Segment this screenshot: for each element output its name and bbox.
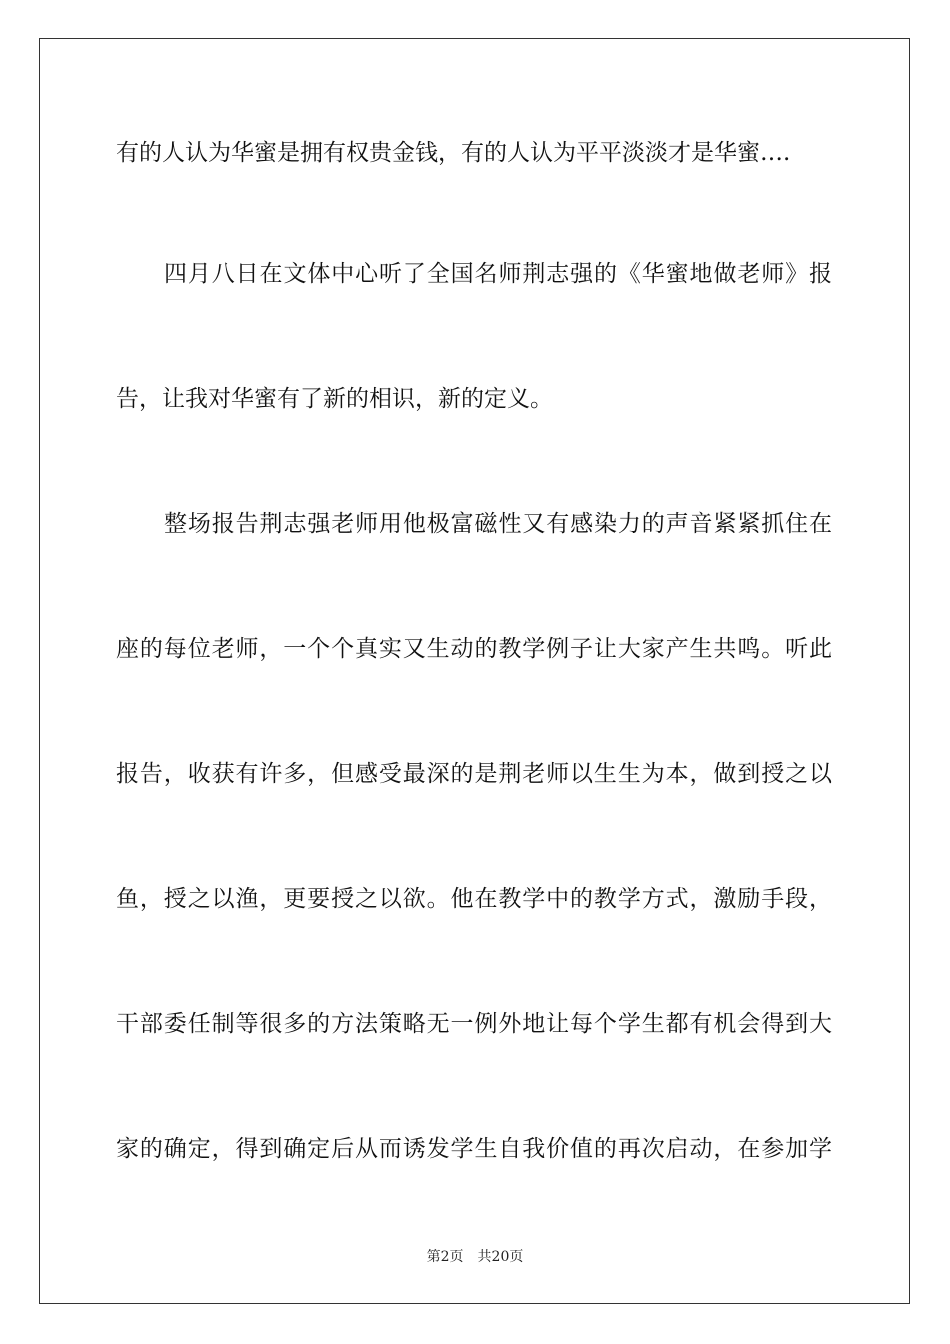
text-line-2: 四月八日在文体中心听了全国名师荆志强的《华蜜地做老师》报 [164, 261, 832, 287]
page-frame [39, 38, 910, 1304]
text-line-3: 告，让我对华蜜有了新的相识，新的定义。 [116, 386, 553, 412]
text-line-6: 报告，收获有许多，但感受最深的是荆老师以生生为本，做到授之以 [116, 761, 832, 787]
text-line-5: 座的每位老师，一个个真实又生动的教学例子让大家产生共鸣。听此 [116, 636, 832, 662]
page-footer [0, 1248, 950, 1266]
text-line-4: 整场报告荆志强老师用他极富磁性又有感染力的声音紧紧抓住在 [164, 511, 832, 537]
text-line-7: 鱼，授之以渔，更要授之以欲。他在教学中的教学方式，激励手段， [116, 886, 832, 912]
text-line-8: 干部委任制等很多的方法策略无一例外地让每个学生都有机会得到大 [116, 1011, 832, 1037]
text-line-9: 家的确定，得到确定后从而诱发学生自我价值的再次启动，在参加学 [116, 1136, 832, 1162]
page-total: 共20页 [477, 1249, 524, 1265]
text-line-1: 有的人认为华蜜是拥有权贵金钱，有的人认为平平淡淡才是华蜜…. [116, 140, 791, 166]
page-number: 第2页 [426, 1249, 464, 1265]
